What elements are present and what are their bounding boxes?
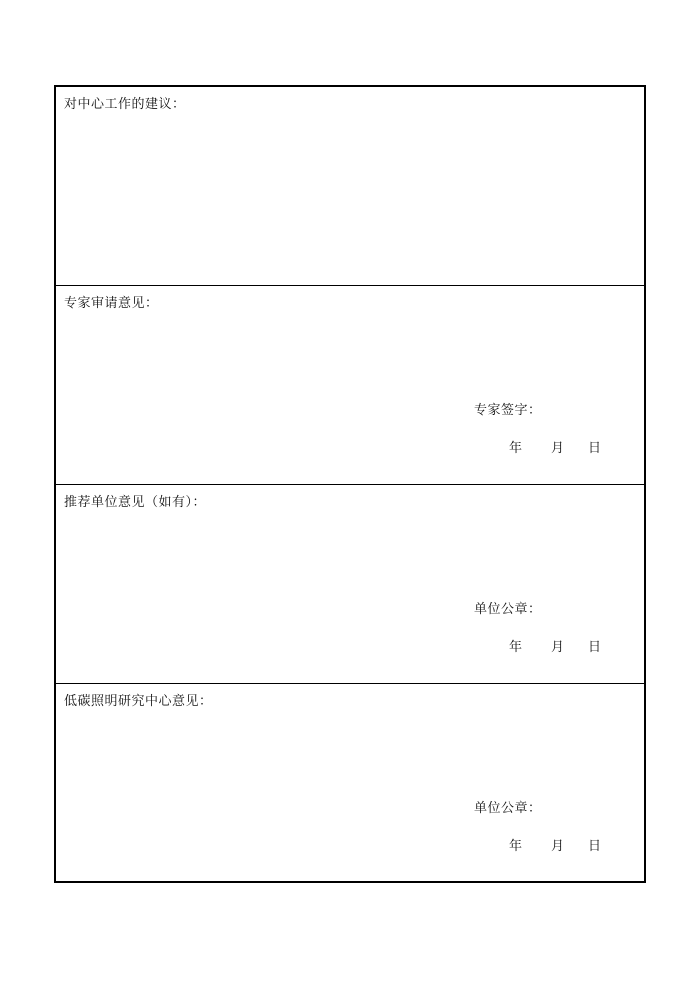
date-month-label: 月 xyxy=(551,640,565,655)
research-center-section xyxy=(56,684,644,883)
date-day-label: 日 xyxy=(588,441,602,456)
recommending-unit-heading: 推荐单位意见（如有）： xyxy=(64,495,207,510)
date-month-label: 月 xyxy=(551,441,565,456)
date-day-label: 日 xyxy=(588,839,602,854)
expert-signature-label: 专家签字： xyxy=(474,403,542,418)
date-day-label: 日 xyxy=(588,640,602,655)
unit-seal-label: 单位公章： xyxy=(474,801,542,816)
expert-review-heading: 专家审请意见： xyxy=(64,296,159,311)
date-year-label: 年 xyxy=(509,640,523,655)
suggestions-heading: 对中心工作的建议： xyxy=(64,97,186,112)
form-table xyxy=(54,85,646,883)
date-year-label: 年 xyxy=(509,441,523,456)
date-year-label: 年 xyxy=(509,839,523,854)
suggestions-section xyxy=(56,87,644,286)
unit-seal-label: 单位公章： xyxy=(474,602,542,617)
recommending-unit-section xyxy=(56,485,644,684)
date-month-label: 月 xyxy=(551,839,565,854)
research-center-heading: 低碳照明研究中心意见： xyxy=(64,694,213,709)
expert-review-section xyxy=(56,286,644,485)
